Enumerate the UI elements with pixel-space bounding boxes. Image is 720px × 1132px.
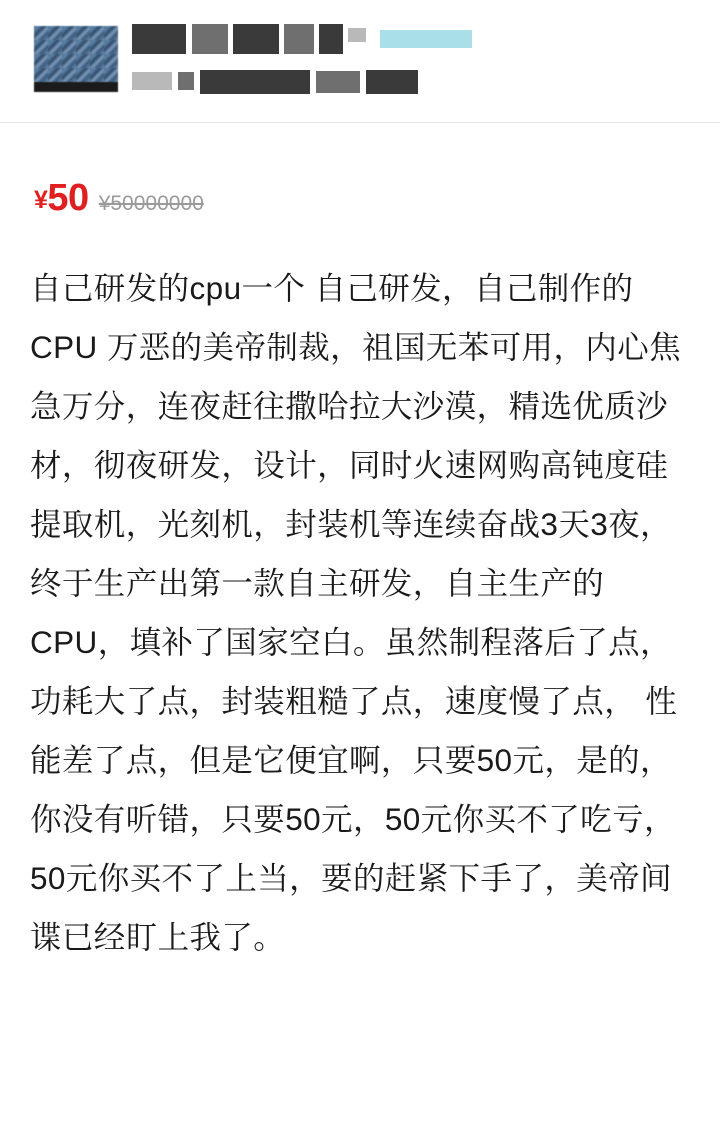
original-price: ¥50000000 (98, 192, 204, 215)
seller-header[interactable] (0, 0, 720, 123)
current-price-value: 50 (47, 177, 89, 219)
avatar[interactable] (34, 26, 118, 92)
seller-subtitle-redacted (132, 70, 462, 96)
seller-name-redacted (132, 24, 472, 54)
currency-symbol: ¥ (34, 186, 48, 214)
price-row (0, 123, 720, 217)
current-price (34, 179, 89, 217)
listing-description: 自己研发的cpu一个 自己研发，自己制作的CPU 万恶的美帝制裁，祖国无苯可用，内心焦急万分，连夜赶往撒哈拉大沙漠，精选优质沙材，彻夜研发，设计，同时火速网购高钝度硅提取机，光刻机，封装机等连续奋战3天3夜，终于生产出第一款自主研发，自主生产的CPU，填补了国家空白。虽然制程落后了点，功耗大了点，封装粗糙了点，速度慢了点， 性能差了点，但是它便宜啊，只要50元，是的，你没有听错，只要50元，50元你买不了吃亏，50元你买不了上当，要的赶紧下手了，美帝间谍已经盯上我了。 (30, 270, 682, 955)
